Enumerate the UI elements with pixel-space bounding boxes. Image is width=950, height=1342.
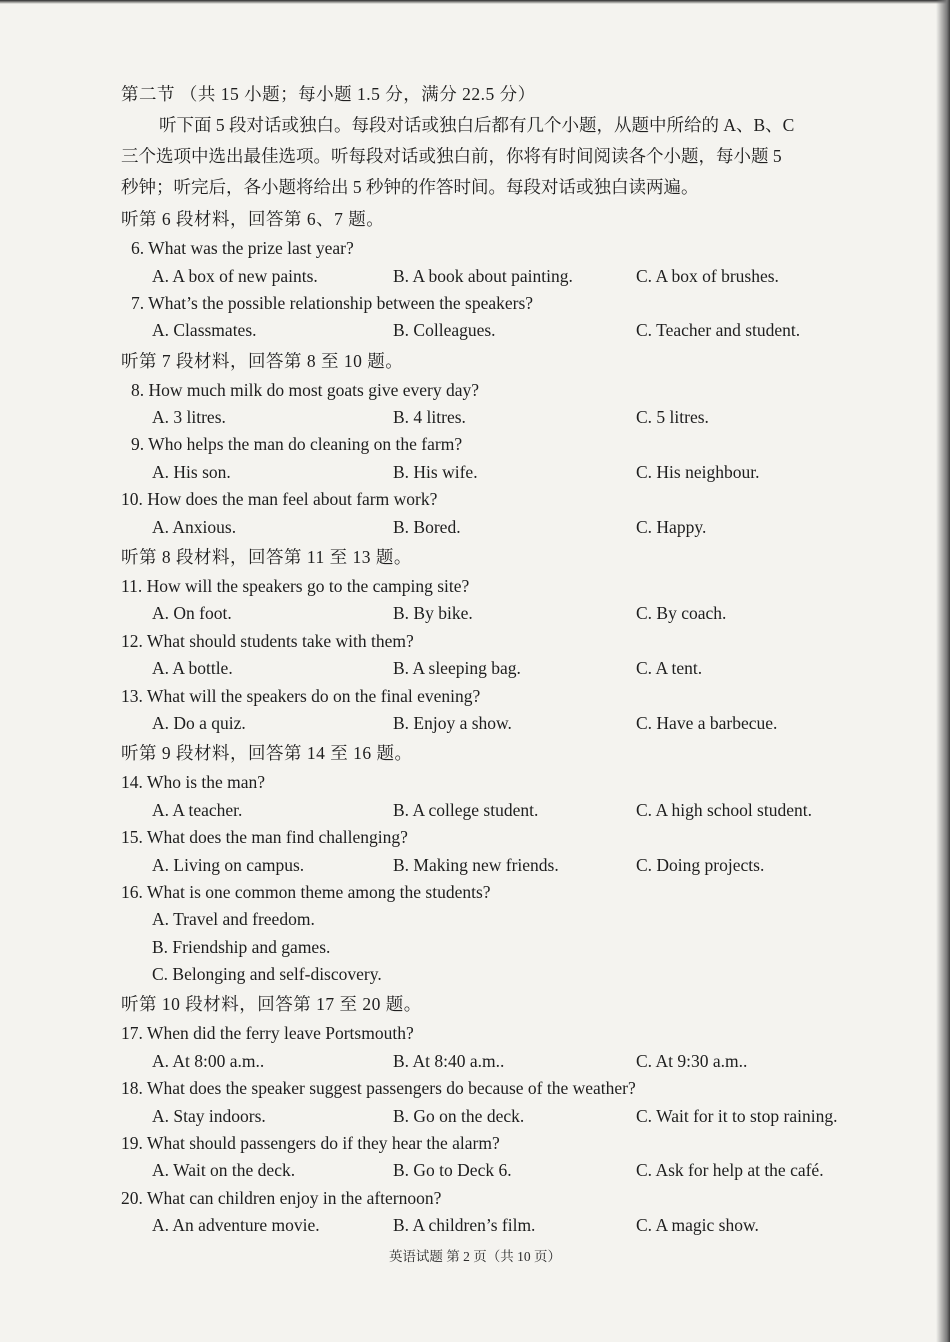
options-row <box>121 317 871 344</box>
options-row <box>121 1103 871 1130</box>
option-a: A. Classmates. <box>152 320 257 341</box>
option-a: A. A box of new paints. <box>152 265 318 286</box>
options-row <box>121 710 871 737</box>
option-a: A. Travel and freedom. <box>152 909 315 930</box>
option-c: C. By coach. <box>636 603 727 624</box>
option-b: B. By bike. <box>393 603 473 624</box>
question-18: 18. What does the speaker suggest passengers do because of the weather? <box>121 1078 636 1099</box>
options-row <box>121 459 871 486</box>
group-header: 听第 7 段材料，回答第 8 至 10 题。 <box>121 350 404 371</box>
question-8: 8. How much milk do most goats give every day? <box>131 379 479 400</box>
option-c: C. Doing projects. <box>636 854 765 875</box>
question-13: 13. What will the speakers do on the final evening? <box>121 685 481 706</box>
option-c: C. His neighbour. <box>636 461 760 482</box>
option-c: C. Ask for help at the café. <box>636 1160 824 1181</box>
option-a: A. Stay indoors. <box>152 1105 266 1126</box>
option-a: A. 3 litres. <box>152 407 226 428</box>
option-b: B. A book about painting. <box>393 265 573 286</box>
option-b: B. Colleagues. <box>393 320 496 341</box>
instruction-line: 秒钟；听完后，各小题将给出 5 秒钟的作答时间。每段对话或独白读两遍。 <box>121 177 699 197</box>
question-11: 11. How will the speakers go to the camping site? <box>121 575 470 596</box>
instruction-line: 三个选项中选出最佳选项。听每段对话或独白前，你将有时间阅读各个小题，每小题 5 <box>121 146 782 166</box>
options-row <box>121 1212 871 1239</box>
group-header: 听第 10 段材料，回答第 17 至 20 题。 <box>121 994 422 1015</box>
options-row <box>121 514 871 541</box>
option-b: B. His wife. <box>393 461 478 482</box>
question-12: 12. What should students take with them? <box>121 630 414 651</box>
option-b: B. Making new friends. <box>393 854 559 875</box>
options-row <box>121 1048 871 1075</box>
options-row <box>121 600 871 627</box>
option-b: B. Enjoy a show. <box>393 713 512 734</box>
option-b: B. Friendship and games. <box>152 936 331 957</box>
option-a: A. Anxious. <box>152 516 237 537</box>
option-c: C. Belonging and self-discovery. <box>152 964 382 985</box>
question-7: 7. What’s the possible relationship between the speakers? <box>131 292 534 313</box>
option-c: C. Wait for it to stop raining. <box>636 1105 838 1126</box>
option-b: B. Go to Deck 6. <box>393 1160 512 1181</box>
option-b: B. Bored. <box>393 516 461 537</box>
page-footer: 英语试题 第 2 页（共 10 页） <box>388 1249 562 1264</box>
option-b: B. Go on the deck. <box>393 1105 525 1126</box>
group-header: 听第 9 段材料，回答第 14 至 16 题。 <box>121 743 413 764</box>
option-a: A. An adventure movie. <box>152 1215 320 1236</box>
option-a: A. Living on campus. <box>152 854 305 875</box>
question-17: 17. When did the ferry leave Portsmouth? <box>121 1023 414 1044</box>
option-c: C. 5 litres. <box>636 407 709 428</box>
option-a: A. At 8:00 a.m.. <box>152 1050 265 1071</box>
question-15: 15. What does the man find challenging? <box>121 827 408 848</box>
option-b: B. A sleeping bag. <box>393 658 521 679</box>
question-19: 19. What should passengers do if they hear the alarm? <box>121 1132 500 1153</box>
options-row <box>121 263 871 290</box>
exam-page <box>121 78 871 1240</box>
question-14: 14. Who is the man? <box>121 772 266 793</box>
group-header: 听第 8 段材料，回答第 11 至 13 题。 <box>121 546 412 567</box>
option-c: C. Happy. <box>636 516 707 537</box>
options-row <box>121 797 871 824</box>
option-b: B. At 8:40 a.m.. <box>393 1050 505 1071</box>
question-6: 6. What was the prize last year? <box>131 238 354 258</box>
option-c: C. At 9:30 a.m.. <box>636 1050 748 1071</box>
option-a: A. Do a quiz. <box>152 713 246 734</box>
option-c: C. A tent. <box>636 658 703 679</box>
question-16: 16. What is one common theme among the students? <box>121 881 491 902</box>
options-row <box>121 655 871 682</box>
options-row <box>121 1157 871 1184</box>
scan-edge-right <box>936 0 950 1342</box>
group-header: 听第 6 段材料，回答第 6、7 题。 <box>121 209 385 229</box>
option-a: A. On foot. <box>152 603 232 624</box>
option-c: C. A high school student. <box>636 799 812 820</box>
question-9: 9. Who helps the man do cleaning on the farm? <box>131 434 463 455</box>
instruction-line: 听下面 5 段对话或独白。每段对话或独白后都有几个小题，从题中所给的 A、B、C <box>159 115 795 135</box>
option-c: C. Have a barbecue. <box>636 713 778 734</box>
question-10: 10. How does the man feel about farm work? <box>121 489 438 510</box>
scan-edge-top <box>0 0 950 4</box>
option-a: A. A teacher. <box>152 799 243 820</box>
option-a: A. A bottle. <box>152 658 233 679</box>
options-row <box>121 852 871 879</box>
option-c: C. A magic show. <box>636 1215 759 1236</box>
option-a: A. His son. <box>152 461 231 482</box>
options-row <box>121 404 871 431</box>
option-c: C. A box of brushes. <box>636 265 779 286</box>
option-b: B. A college student. <box>393 799 539 820</box>
section-title: 第二节 （共 15 小题；每小题 1.5 分，满分 22.5 分） <box>121 84 536 104</box>
option-a: A. Wait on the deck. <box>152 1160 296 1181</box>
option-c: C. Teacher and student. <box>636 320 801 341</box>
option-b: B. A children’s film. <box>393 1215 536 1236</box>
option-b: B. 4 litres. <box>393 407 466 428</box>
question-20: 20. What can children enjoy in the afternoon? <box>121 1187 442 1208</box>
